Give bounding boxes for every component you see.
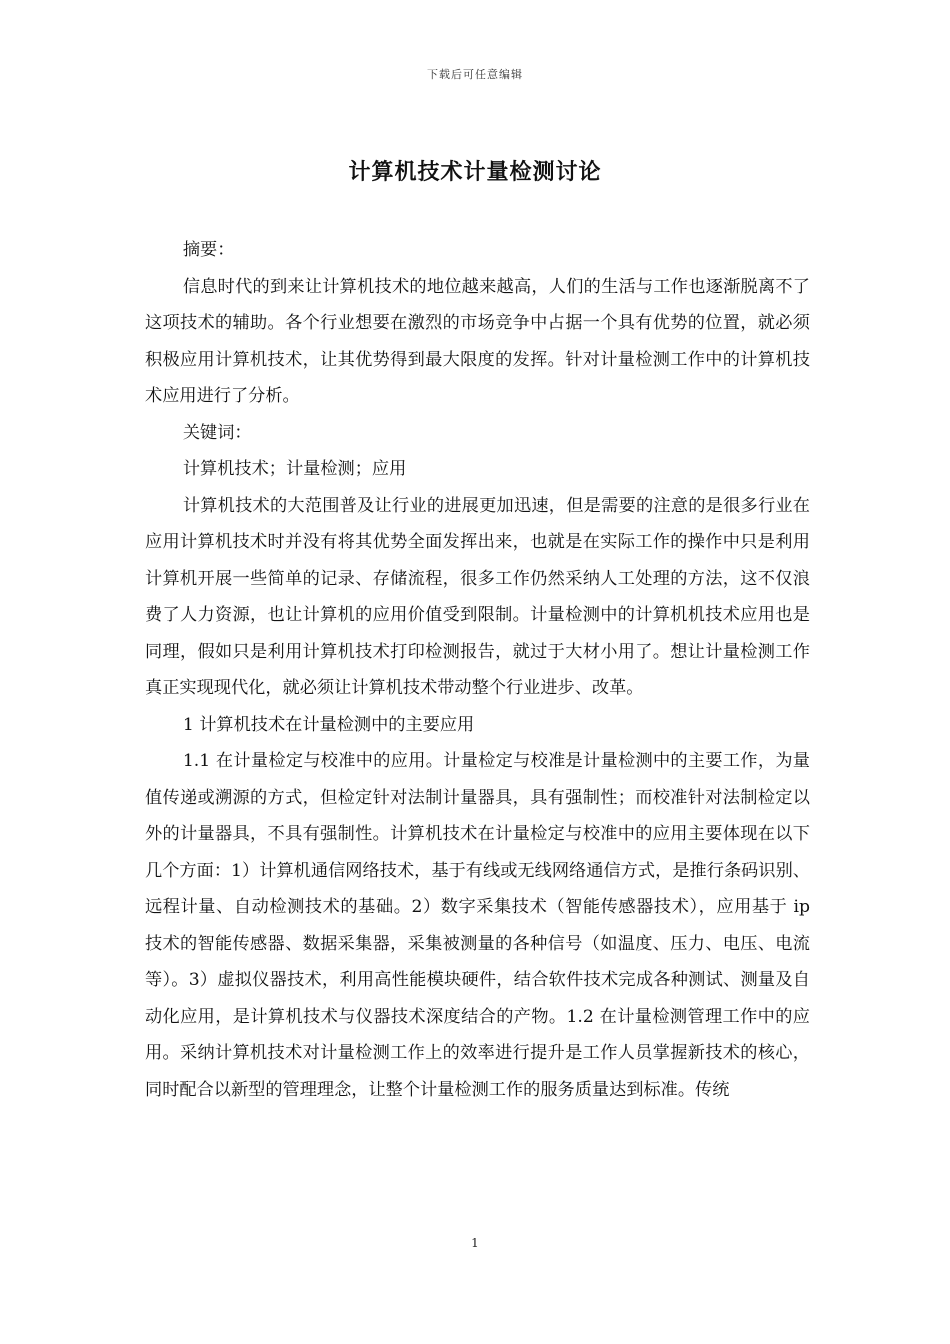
keywords-paragraph: 计算机技术；计量检测；应用 [182,459,407,479]
abstract-paragraph: 信息时代的到来让计算机技术的地位越来越高，人们的生活与工作也逐渐脱离不了这项技术的辅助。各个行业想要在激烈的市场竞争中占据一个具有优势的位置，就必须积极应用计算机技术，让其优势得到最大限度的发挥。针对计量检测工作中的计算机技术应用进行了分析。 [145,276,810,406]
keywords-label: 关键词： [182,422,252,443]
abstract-label: 摘要： [182,240,235,260]
section1-heading: 1 计算机技术在计量检测中的主要应用 [182,714,475,735]
document-body [145,232,810,1108]
intro-paragraph: 计算机技术的大范围普及让行业的进展更加迅速，但是需要的注意的是很多行业在应用计算机技术时并没有将其优势全面发挥出来，也就是在实际工作的操作中只是利用计算机开展一些简单的记录、存储流程，很多工作仍然采纳人工处理的方法，这不仅浪费了人力资源，也让计算机的应用价值受到限制。计量检测中的计算机机技术应用也是同理，假如只是利用计算机技术打印检测报告，就过于大材小用了。想让计量检测工作真正实现现代化，就必须让计算机技术带动整个行业进步、改革。 [145,495,810,698]
section1-paragraph: 1.1 在计量检定与校准中的应用。计量检定与校准是计量检测中的主要工作，为量值传递或溯源的方式，但检定针对法制计量器具，具有强制性；而校准针对法制检定以外的计量器具，不具有强制性。计算机技术在计量检定与校准中的应用主要体现在以下几个方面：1）计算机通信网络技术，基于有线或无线网络通信方式，是推行条码识别、远程计量、自动检测技术的基础。2）数字采集技术（智能传感器技术），应用基于 ip 技术的智能传感器、数据采集器，采集被测量的各种信号（如温度、压力、电压、电流等）。3）虚拟仪器技术，利用高性能模块硬件，结合软件技术完成各种测试、测量及自动化应用，是计算机技术与仪器技术深度结合的产物。1.2 在计量检测管理工作中的应用。采纳计算机技术对计量检测工作上的效率进行提升是工作人员掌握新技术的核心，同时配合以新型的管理理念，让整个计量检测工作的服务质量达到标准。传统 [145,751,810,1100]
header-note: 下载后可任意编辑 [427,68,523,81]
page-title: 计算机技术计量检测讨论 [348,159,602,185]
page-number: 1 [471,1236,479,1250]
